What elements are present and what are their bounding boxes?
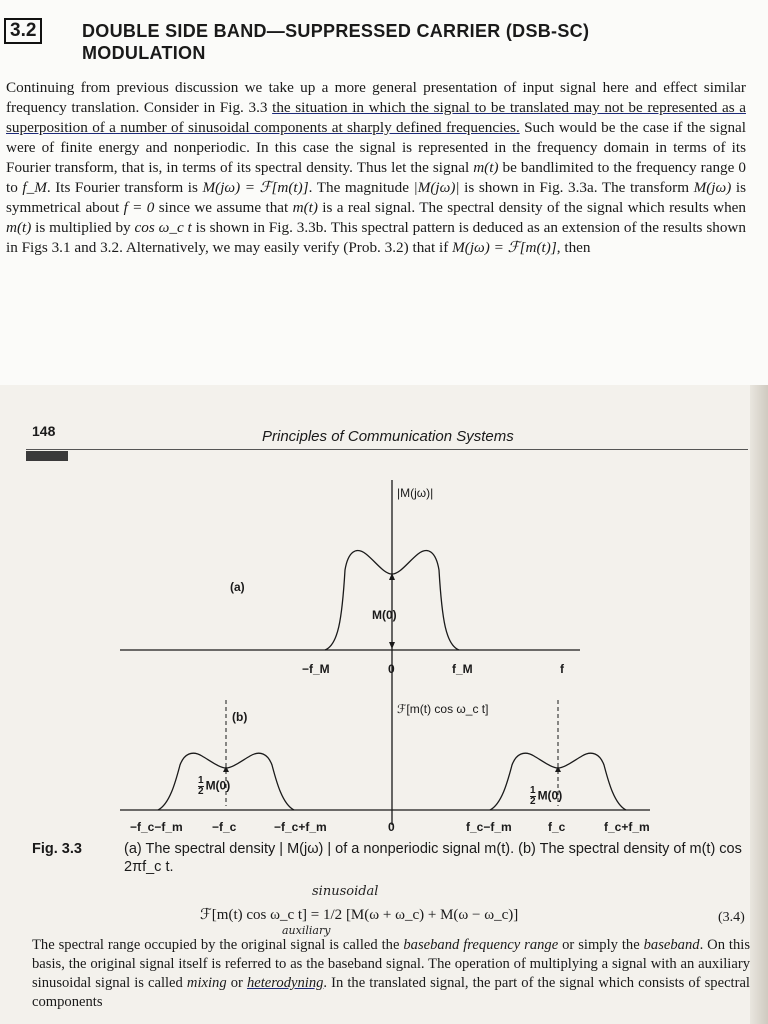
label-b-panel: (b) bbox=[232, 710, 248, 724]
section-number: 3.2 bbox=[4, 18, 42, 44]
p2-text: . In the translated signal, the part of the signal which consists of spectral components bbox=[32, 975, 750, 1010]
arrow-b-right-head bbox=[555, 766, 561, 772]
equation-3-4 bbox=[200, 905, 518, 924]
tick-b-4: 0 bbox=[388, 820, 395, 834]
equation-rhs: [M(ω + ω_c) + M(ω − ω_c)] bbox=[345, 907, 519, 923]
tick-b-3: −f_c+f_m bbox=[274, 820, 327, 834]
label-a-ylabel: |M(jω)| bbox=[397, 486, 434, 500]
tick-b-5: f_c−f_m bbox=[466, 820, 512, 834]
p1-text: is a real signal. The spectral density of the signal which results when bbox=[317, 199, 747, 216]
paragraph-1 bbox=[6, 78, 746, 258]
equation-half: 1/2 bbox=[323, 907, 343, 923]
p1-math: f_M bbox=[22, 179, 47, 196]
tick-b-7: f_c+f_m bbox=[604, 820, 650, 834]
tick-b-6: f_c bbox=[548, 820, 566, 834]
tick-b-1: −f_c−f_m bbox=[130, 820, 183, 834]
arrow-a-head-down bbox=[389, 642, 395, 649]
label-a-peak: M(0) bbox=[372, 608, 397, 622]
p2-term: baseband frequency range bbox=[403, 937, 559, 953]
p1-text: Such would be the case if the signal were of finite energy and nonperiodic. In this case the signal is represented in the frequency domain in terms of its Fourier transform, that is, in terms of its spectral density. Thus let the signal bbox=[6, 119, 747, 176]
p2-term: baseband bbox=[643, 937, 700, 953]
label-b-ylabel: ℱ[m(t) cos ω_c t] bbox=[397, 702, 489, 716]
tick-a-zero: 0 bbox=[388, 662, 395, 676]
p1-text: Continuing from previous discussion we take up a more general presentation of input signal here and effect similar frequency translation. Consider in Fig. 3.3 bbox=[6, 79, 746, 116]
p2-text: or bbox=[226, 975, 247, 991]
header-rule bbox=[26, 449, 748, 450]
section-title-line2: MODULATION bbox=[82, 43, 206, 63]
tick-a-f: f bbox=[560, 662, 564, 676]
p1-math: f = 0 bbox=[123, 199, 155, 216]
section-title bbox=[82, 20, 589, 64]
fraction-half bbox=[198, 776, 204, 797]
p1-math: M(jω) = ℱ[m(t)] bbox=[452, 239, 557, 256]
fraction-half bbox=[530, 786, 536, 807]
peak-text: M(0) bbox=[537, 788, 563, 803]
running-head: Principles of Communication Systems bbox=[262, 428, 514, 445]
spectrum-diagram bbox=[0, 470, 768, 850]
p1-math: M(jω) bbox=[693, 179, 732, 196]
p1-text: be bandlimited to the frequency range 0 to bbox=[6, 159, 746, 196]
frac-num: 1 bbox=[198, 775, 204, 786]
tick-a-fm: f_M bbox=[452, 662, 473, 676]
paragraph-2 bbox=[32, 936, 750, 1012]
arrow-b-left-head bbox=[223, 766, 229, 772]
equation-number: (3.4) bbox=[718, 910, 745, 925]
frac-den: 2 bbox=[530, 796, 536, 807]
p1-text: since we assume that bbox=[154, 199, 293, 216]
p1-math: m(t) bbox=[6, 219, 32, 236]
p1-text: is shown in Fig. 3.3b. This spectral pattern is deduced as an extension of the results shown in Figs 3.1 and 3.2. Alternatively, we may easily verify (Prob. 3.2) that if bbox=[6, 219, 746, 256]
p2-text: or simply the bbox=[558, 937, 644, 953]
p1-text: . Its Fourier transform is bbox=[46, 179, 203, 196]
frac-num: 1 bbox=[530, 785, 536, 796]
page-number-bar bbox=[26, 451, 68, 461]
label-a-panel: (a) bbox=[230, 580, 245, 594]
handwritten-note-below: auxiliary bbox=[282, 924, 331, 937]
label-b-right-peak bbox=[530, 786, 562, 807]
p2-term: heterodyning bbox=[246, 975, 324, 991]
p1-math: cos ω_c t bbox=[134, 219, 192, 236]
figure-3-3 bbox=[0, 470, 768, 850]
peak-text: M(0) bbox=[205, 778, 231, 793]
p1-math: |M(jω)| bbox=[413, 179, 460, 196]
tick-b-2: −f_c bbox=[212, 820, 237, 834]
section-title-line1: DOUBLE SIDE BAND—SUPPRESSED CARRIER (DSB-SC) bbox=[82, 21, 590, 41]
frac-den: 2 bbox=[198, 786, 204, 797]
caption-label: Fig. 3.3 bbox=[32, 841, 82, 857]
p1-text: is symmetrical about bbox=[6, 179, 746, 216]
p2-text: The spectral range occupied by the original signal is called the bbox=[32, 937, 404, 953]
p1-math: M(jω) = ℱ[m(t)] bbox=[202, 179, 309, 196]
p1-math: m(t) bbox=[292, 199, 318, 216]
handwritten-note-above: sinusoidal bbox=[312, 884, 379, 899]
p1-underlined: the situation in which the signal to be translated may not be represented as a superposition of a number of sinusoidal components at sharply defined frequencies. bbox=[6, 99, 746, 136]
label-b-left-peak bbox=[198, 776, 230, 797]
p1-text: is multiplied by bbox=[31, 219, 135, 236]
equation-lhs: ℱ[m(t) cos ω_c t] = bbox=[200, 907, 324, 923]
p1-text: , then bbox=[556, 239, 591, 256]
p1-math: m(t) bbox=[473, 159, 499, 176]
p2-text: . On this basis, the original signal itself is referred to as the baseband signal. The operation of multiplying a signal with an auxiliary sinusoidal signal is called bbox=[32, 937, 750, 991]
page-number: 148 bbox=[32, 423, 56, 439]
caption-text: (a) The spectral density | M(jω) | of a nonperiodic signal m(t). (b) The spectral density of m(t) cos 2πf_c t. bbox=[124, 841, 742, 875]
p1-text: is shown in Fig. 3.3a. The transform bbox=[459, 179, 694, 196]
p1-text: . The magnitude bbox=[308, 179, 414, 196]
tick-a-neg-fm: −f_M bbox=[302, 662, 330, 676]
p2-term: mixing bbox=[186, 975, 227, 991]
